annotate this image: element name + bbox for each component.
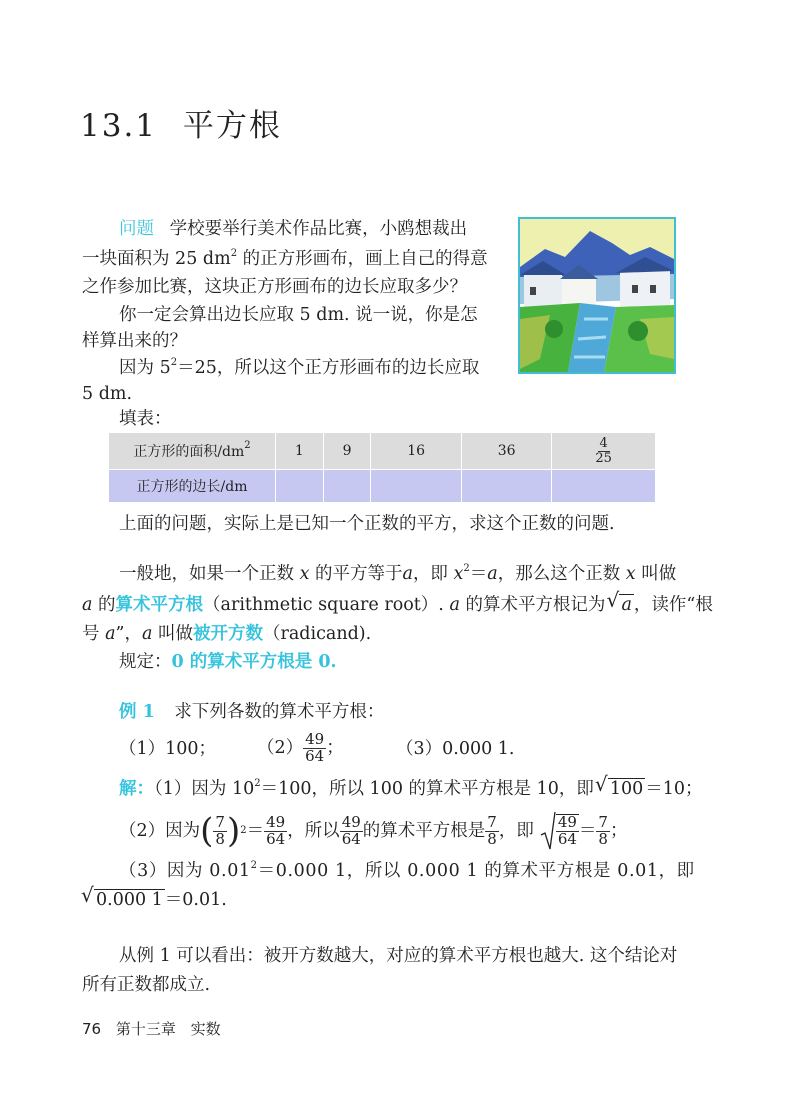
example-item-1: （1）100； — [119, 739, 217, 759]
table-row-area — [109, 433, 656, 470]
example-heading: 例 1 求下列各数的算术平方根： — [119, 702, 385, 722]
solution-line-4: √ 0.000 1 ＝0.01. — [82, 885, 227, 915]
problem-line-2: 一块面积为 25 $dm^2$ 的正方形画布，画上自己的得意 — [82, 248, 488, 269]
term-radicand: 被开方数 — [192, 624, 263, 644]
painting-illustration — [518, 217, 676, 374]
table-cell-fraction: $\frac{4}{25}$ — [552, 433, 656, 470]
problem-line-4: 你一定会算出边长应取 5 dm. 说一说，你是怎 — [119, 305, 478, 325]
problem-line-1: 问题 学校要举行美术作品比赛，小鸥想裁出 — [119, 219, 468, 239]
fill-table — [108, 432, 656, 503]
problem-label: 问题 — [119, 219, 154, 239]
definition-line-3: 号 a”，a 叫做被开方数（radicand). — [82, 624, 372, 644]
table-cell: 9 — [323, 433, 371, 470]
section-heading — [80, 100, 282, 145]
table-header-side: 正方形的边长/dm — [109, 470, 276, 503]
solution-label: 解： — [119, 779, 154, 799]
table-input-cell[interactable] — [461, 470, 552, 503]
solution-line-3: （3）因为 $0.01^2=0.000$ 1，所以 0.000 1 的算术平方根是 0.01，即 — [119, 860, 695, 881]
example-item-3: （3）0.000 1. — [396, 739, 515, 759]
table-cell: 36 — [461, 433, 552, 470]
example-label: 例 1 — [119, 702, 155, 722]
conclusion-line-2: 所有正数都成立. — [82, 975, 211, 995]
table-cell: 16 — [371, 433, 462, 470]
chapter-label: 第十三章 — [115, 1020, 176, 1038]
page-footer — [82, 1018, 221, 1039]
table-row-side — [109, 470, 656, 503]
chapter-title: 实数 — [190, 1020, 221, 1038]
table-input-cell[interactable] — [323, 470, 371, 503]
problem-line-5: 样算出来的？ — [82, 331, 187, 351]
page-number: 76 — [82, 1020, 102, 1038]
table-input-cell[interactable] — [552, 470, 656, 503]
fill-table-label: 填表： — [119, 409, 172, 429]
definition-line-2: a 的算术平方根（arithmetic square root）. a 的算术平方根记为√ a ，读作“根 — [82, 590, 713, 620]
problem-line-3: 之作参加比赛，这块正方形画布的边长应取多少？ — [82, 277, 467, 297]
solution-line-1: 解：（1）因为 $10^2=100$，所以 100 的算术平方根是 10，即√ 100 ＝10； — [119, 774, 703, 804]
example-item-2: （2） $\frac{49}{64}$ ； — [257, 729, 344, 765]
table-cell: 1 — [276, 433, 324, 470]
radical-sign-icon — [540, 811, 556, 851]
table-input-cell[interactable] — [276, 470, 324, 503]
problem-line-7: 5 dm. — [82, 384, 133, 404]
summary-line: 上面的问题，实际上是已知一个正数的平方，求这个正数的问题. — [119, 514, 615, 534]
term-arithmetic-square-root: 算术平方根 — [115, 595, 204, 615]
solution-line-2: （2）因为 ( $\frac{7}{8}$ ) 2 ＝ $\frac{49}{64}$ ，所以 $\frac{49}{64}$ 的算术平方根是 $\frac{7}{8}$ ，即 $\frac{49}{64}$ ＝ $\frac{7}{8}$ ； — [119, 811, 628, 851]
table-header-area: 正方形的面积$/dm^2$ — [109, 433, 276, 470]
definition-line-1: 一般地，如果一个正数 x 的平方等于a，即 $x^2=a$，那么这个正数 x 叫做 — [119, 563, 677, 584]
problem-line-6: 因为 $5^2=25$，所以这个正方形画布的边长应取 — [119, 357, 480, 378]
conclusion-line-1: 从例 1 可以看出：被开方数越大，对应的算术平方根也越大. 这个结论对 — [119, 946, 678, 966]
table-input-cell[interactable] — [371, 470, 462, 503]
section-number: 13.1 — [80, 108, 158, 144]
rule-line: 规定：0 的算术平方根是 0. — [119, 652, 337, 672]
section-title: 平方根 — [182, 108, 282, 144]
